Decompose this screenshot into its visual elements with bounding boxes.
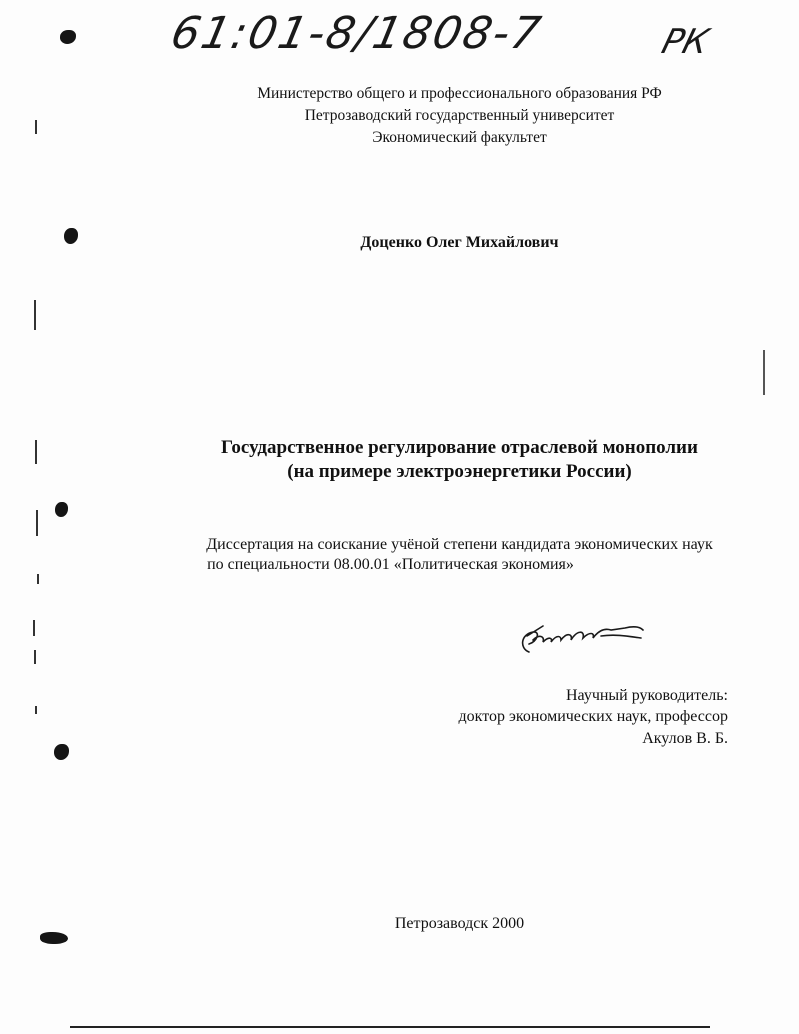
scan-edge-mark (763, 350, 765, 395)
supervisor-degree: доктор экономических наук, профессор (458, 708, 728, 725)
scan-speck (35, 120, 37, 134)
archive-mark-handwriting: РК (657, 22, 714, 62)
title-line-2: (на примере электроэнергетики России) (287, 461, 632, 482)
supervisor-label: Научный руководитель: (565, 687, 728, 704)
scan-speck (33, 620, 35, 636)
scan-blot (60, 30, 76, 44)
scan-speck (35, 440, 37, 464)
archive-code-handwriting: 61:01-8/1808-7 (166, 8, 547, 59)
description-line-1: Диссертация на соискание учёной степени кандидата экономических наук (206, 536, 713, 553)
scan-speck (35, 706, 37, 714)
ministry-line: Министерство общего и профессионального образования РФ (257, 85, 662, 102)
scan-blot (40, 932, 68, 944)
scan-speck (36, 510, 38, 536)
university-line: Петрозаводский государственный университет (304, 107, 615, 124)
title-line-1: Государственное регулирование отраслевой монополии (221, 437, 698, 458)
scan-speck (37, 574, 39, 584)
scan-bottom-edge (70, 1026, 710, 1028)
scan-speck (34, 300, 36, 330)
description-line-2: по специальности 08.00.01 «Политическая экономия» (207, 556, 574, 573)
scan-speck (34, 650, 36, 664)
faculty-line: Экономический факультет (372, 129, 547, 146)
city-year: Петрозаводск 2000 (394, 915, 525, 932)
author-name: Доценко Олег Михайлович (360, 234, 559, 251)
scan-blot (55, 502, 68, 517)
supervisor-name: Акулов В. Б. (642, 730, 728, 747)
scan-blot (54, 744, 69, 760)
signature-image (515, 612, 650, 662)
